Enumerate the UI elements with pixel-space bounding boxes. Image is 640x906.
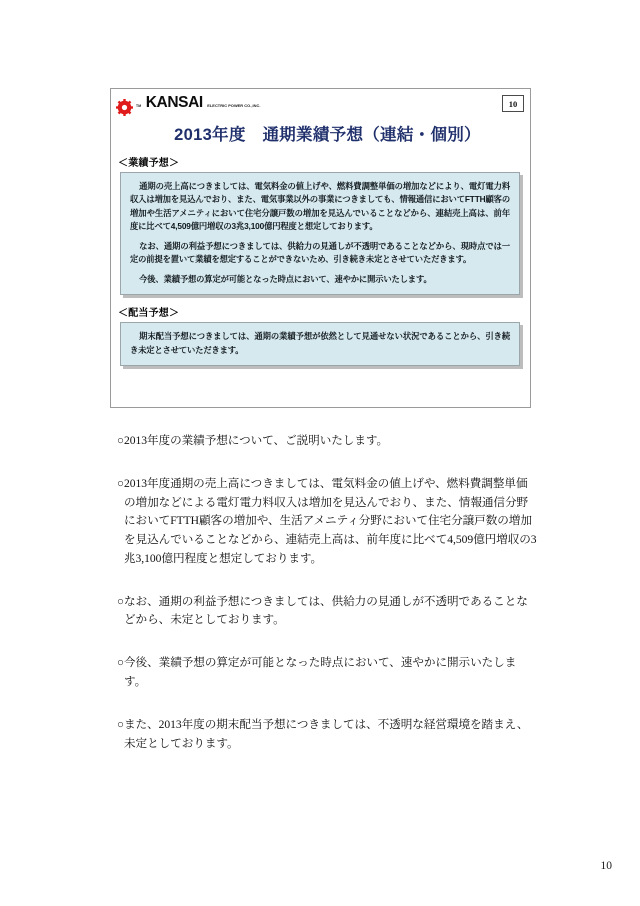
note-item xyxy=(117,716,537,754)
note-bullet-icon: ○ xyxy=(117,656,125,670)
dividend-forecast-paragraph-1: 期末配当予想につきましては、通期の業績予想が依然として見通せない状況であることから、引き続き未定とさせていただきます。 xyxy=(130,331,510,355)
logo-company-name: KANSAI xyxy=(145,94,203,111)
note-bullet-icon: ○ xyxy=(117,434,125,447)
kansai-gear-logo-icon xyxy=(116,99,133,116)
section-label-performance-forecast: ＜業績予想＞ xyxy=(118,158,180,169)
logo-wordmark xyxy=(136,94,260,111)
slide-page-badge: 10 xyxy=(502,95,524,112)
logo-trademark: TM xyxy=(136,104,142,108)
speaker-notes xyxy=(117,432,537,777)
company-logo xyxy=(116,94,260,116)
logo-company-subtitle: ELECTRIC POWER CO.,INC. xyxy=(207,103,261,108)
performance-forecast-paragraph-1: 通期の売上高につきましては、電気料金の値上げや、燃料費調整単価の増加などにより、電灯電力料収入は増加を見込んでおり、また、電気事業以外の事業につきましても、情報通信においてFTTH顧客の増加や生活アメニティにおいて住宅分譲戸数の増加を見込んでいることなどから、連結売上高は、前年度に比べて4,509億円増収の3兆3,100億円程度と想定しております。 xyxy=(130,181,510,232)
note-item xyxy=(117,593,537,631)
note-item xyxy=(117,475,537,569)
note-bullet-icon: ○ xyxy=(117,594,125,608)
note-item xyxy=(117,432,537,451)
performance-forecast-box xyxy=(120,172,520,295)
note-bullet-icon: ○ xyxy=(117,717,125,731)
performance-forecast-paragraph-3: 今後、業績予想の算定が可能となった時点において、速やかに開示いたします。 xyxy=(139,273,432,284)
slide-title: 2013年度 通期業績予想（連結・個別） xyxy=(174,126,481,144)
note-text: なお、通期の利益予想につきましては、供給力の見通しが不透明であることなどから、未定としております。 xyxy=(124,594,528,627)
note-bullet-icon: ○ xyxy=(117,476,125,490)
note-text: 今後、業績予想の算定が可能となった時点において、速やかに開示いたします。 xyxy=(124,656,517,689)
note-item xyxy=(117,654,537,692)
performance-forecast-paragraph-2: なお、通期の利益予想につきましては、供給力の見通しが不透明であることなどから、現時点では一定の前提を置いて業績を想定することができないため、引き続き未定とさせていただきます。 xyxy=(130,240,510,265)
note-text: また、2013年度の期末配当予想につきましては、不透明な経営環境を踏まえ、未定としております。 xyxy=(124,717,529,750)
note-text: 2013年度の業績予想について、ご説明いたします。 xyxy=(124,434,389,447)
slide-frame xyxy=(110,88,531,408)
document-page-number: 10 xyxy=(600,860,612,872)
slide-header xyxy=(111,89,530,123)
section-label-dividend-forecast: ＜配当予想＞ xyxy=(118,308,180,320)
dividend-forecast-box xyxy=(120,322,520,366)
note-text: 2013年度通期の売上高につきましては、電気料金の値上げや、燃料費調整単価の増加などによる電灯電力料収入は増加を見込んでおり、また、情報通信分野においてFTTH顧客の増加や、生活アメニティ分野において住宅分譲戸数の増加を見込んでいることなどから、連結売上高は、前年度に比べて4,509億円増収の3兆3,100億円程度と想定しております。 xyxy=(124,476,537,565)
